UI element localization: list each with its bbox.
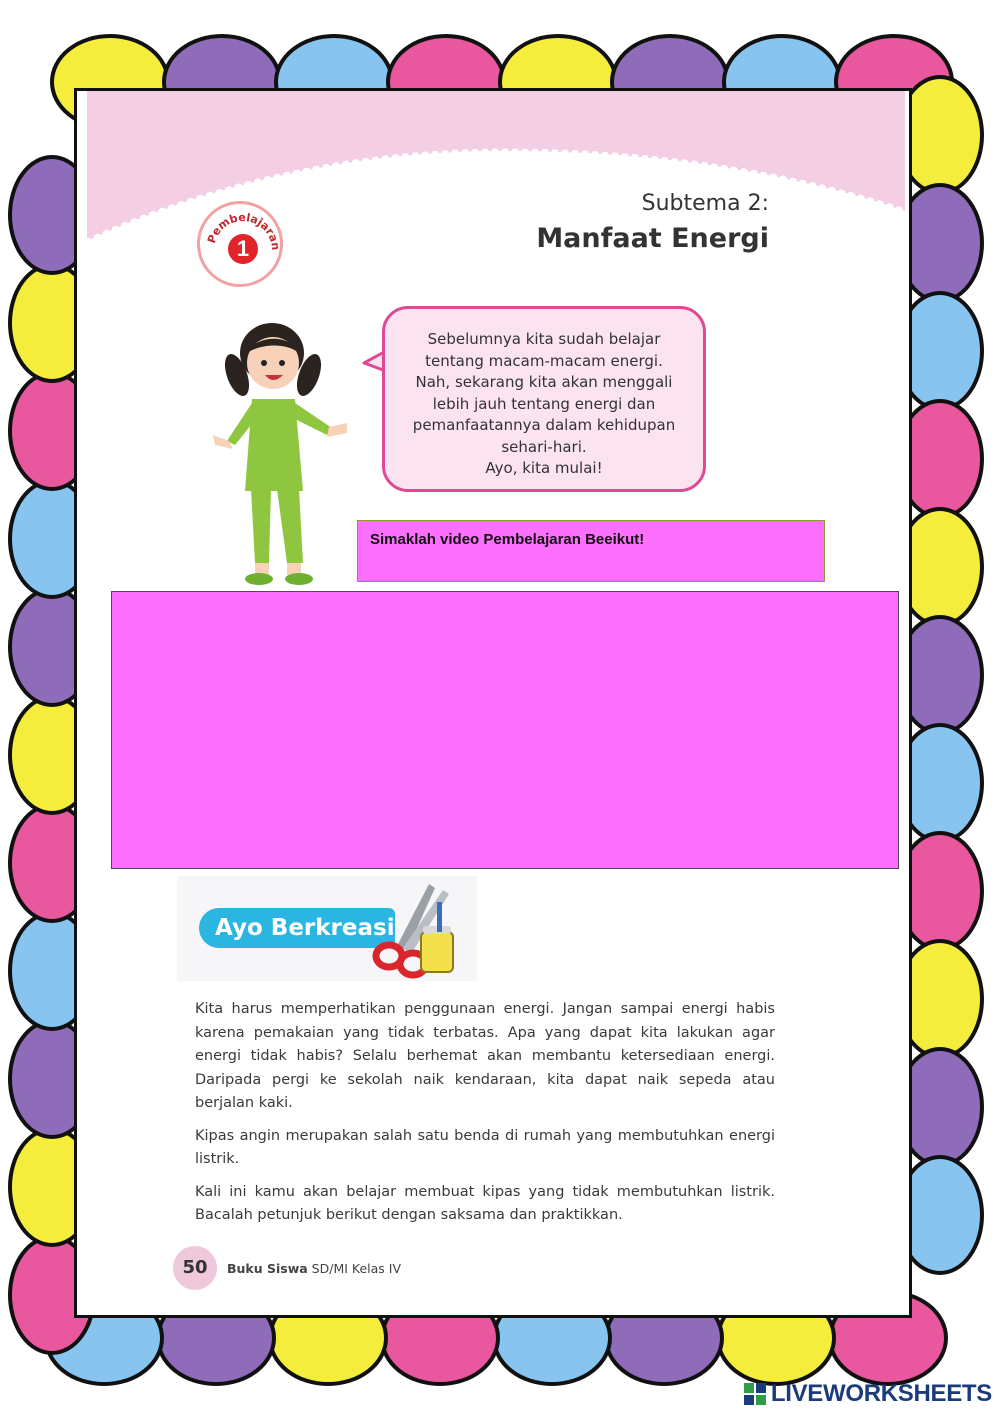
- badge-number: 1: [228, 234, 258, 264]
- paragraph-3: Kali ini kamu akan belajar membuat kipas yang tidak membutuhkan listrik. Bacalah petunjuk berikut dengan saksama dan praktikkan.: [195, 1183, 775, 1223]
- section-heading: Ayo Berkreasi: [199, 908, 395, 948]
- page-title: Manfaat Energi: [536, 223, 769, 254]
- bubble-line-4: lebih jauh tentang energi dan: [432, 394, 656, 413]
- paragraph-1: Kita harus memperhatikan penggunaan energi. Jangan sampai energi habis karena pemakaian yang tidak terbatas. Apa yang dapat kita lakukan agar energi tidak habis? Selalu berhemat akan membantu ketersediaan energi. Daripada pergi ke sekolah naik kendaraan, kita dapat naik sepeda atau berjalan kaki.: [195, 1001, 775, 1111]
- page-number: 50: [173, 1246, 217, 1290]
- scissors-glue-icon: [367, 876, 467, 981]
- ayo-berkreasi-banner: [177, 876, 477, 981]
- worksheet-page: [74, 88, 912, 1318]
- bubble-line-7: Ayo, kita mulai!: [485, 459, 603, 477]
- paragraph-2: Kipas angin merupakan salah satu benda di rumah yang membutuhkan energi listrik.: [195, 1127, 775, 1167]
- video-embed-area[interactable]: [111, 591, 899, 869]
- liveworksheets-watermark: [743, 1381, 992, 1407]
- footer-book-rest: SD/MI Kelas IV: [307, 1261, 402, 1276]
- speech-bubble: [382, 306, 706, 492]
- badge-label: Pembelajaran: [204, 210, 283, 251]
- lesson-badge: [197, 201, 283, 287]
- watermark-text: LIVEWORKSHEETS: [770, 1380, 992, 1407]
- bubble-line-2: tentang macam-macam energi.: [425, 351, 663, 370]
- instruction-box: Simaklah video Pembelajaran Beeikut!: [357, 520, 825, 582]
- section-body: [195, 998, 775, 1237]
- subtema-label: Subtema 2:: [641, 191, 769, 216]
- bubble-line-1: Sebelumnya kita sudah belajar: [427, 330, 661, 348]
- bubble-line-3: Nah, sekarang kita akan menggali: [415, 373, 673, 391]
- bubble-line-5: pemanfaatannya dalam kehidupan: [412, 416, 676, 434]
- bubble-line-6: sehari-hari.: [501, 437, 587, 456]
- footer-book-bold: Buku Siswa: [227, 1261, 308, 1276]
- girl-illustration-icon: [207, 313, 377, 591]
- footer-book-label: [227, 1261, 401, 1276]
- liveworksheets-logo-icon: [743, 1382, 767, 1406]
